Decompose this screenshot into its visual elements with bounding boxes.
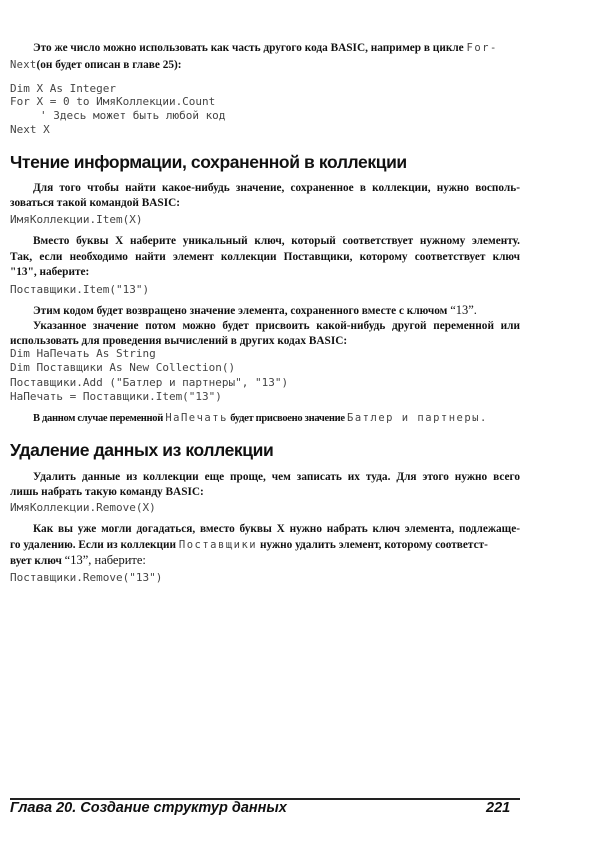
code-line: Поставщики.Add ("Батлер и партнеры", "13") — [10, 376, 289, 389]
paragraph — [10, 538, 520, 552]
code-inline: Next — [10, 59, 37, 71]
paragraph: Так, если необходимо найти элемент коллекции Поставщики, которому соответствует ключ — [10, 251, 520, 263]
paragraph — [10, 58, 520, 72]
text: “13”, наберите: — [64, 553, 146, 567]
section-heading: Чтение информации, сохраненной в коллекции — [10, 152, 407, 172]
code-line: For X = 0 to ИмяКоллекции.Count — [10, 95, 216, 108]
code-line: Поставщики.Item("13") — [10, 283, 150, 296]
text: вует ключ — [10, 555, 62, 567]
code-line: Dim X As Integer — [10, 82, 116, 95]
text: будет присвоено значение — [230, 413, 345, 424]
paragraph: Вместо буквы X наберите уникальный ключ, который соответствует нужному элементу. — [33, 235, 520, 247]
code-inline: Поставщики — [178, 539, 258, 551]
paragraph — [33, 303, 520, 318]
code-line: Dim Поставщики As New Collection() — [10, 361, 236, 374]
paragraph: Удалить данные из коллекции еще проще, чем записать их туда. Для этого нужно всего — [33, 471, 520, 483]
paragraph: Как вы уже могли догадаться, вместо буквы X нужно набрать ключ элемента, подлежаще- — [33, 523, 520, 535]
text: Этим кодом будет возвращено значение элемента, сохраненного вместе с ключом — [33, 305, 448, 317]
text: В данном случае переменной — [33, 413, 163, 424]
paragraph — [10, 553, 520, 568]
code-line: Поставщики.Remove("13") — [10, 571, 163, 584]
text: Это же число можно использовать как часть другого кода BASIC, например в цикле — [33, 42, 464, 54]
code-line: ' Здесь может быть любой код — [40, 109, 226, 122]
code-line: НаПечать = Поставщики.Item("13") — [10, 390, 222, 403]
paragraph: лишь набрать такую команду BASIC: — [10, 486, 204, 498]
paragraph: "13", наберите: — [10, 266, 90, 278]
code-line: ИмяКоллекции.Remove(X) — [10, 501, 156, 514]
text: (он будет описан в главе 25): — [36, 59, 182, 71]
paragraph — [33, 411, 520, 426]
text: го удалению. Если из коллекции — [10, 539, 177, 551]
paragraph: Для того чтобы найти какое-нибудь значение, сохраненное в коллекции, нужно восполь- — [33, 182, 520, 194]
paragraph: Указанное значение потом можно будет присвоить какой-нибудь другой переменной или — [33, 320, 520, 332]
paragraph — [33, 41, 520, 55]
code-inline: For- — [466, 42, 498, 54]
text: нужно удалить элемент, которому соответст- — [259, 539, 488, 551]
code-inline: НаПечать — [165, 412, 228, 424]
page-number: 221 — [486, 800, 511, 816]
code-line: ИмяКоллекции.Item(X) — [10, 213, 143, 226]
paragraph: зоваться такой командой BASIC: — [10, 197, 181, 209]
code-line: Dim НаПечать As String — [10, 347, 156, 360]
code-line: Next X — [10, 123, 50, 136]
footer-chapter: Глава 20. Создание структур данных — [10, 800, 287, 816]
code-inline: Батлер и партнеры. — [347, 412, 488, 424]
text: “13”. — [450, 303, 477, 317]
paragraph: использовать для проведения вычислений в других кодах BASIC: — [10, 335, 348, 347]
section-heading: Удаление данных из коллекции — [10, 440, 274, 460]
